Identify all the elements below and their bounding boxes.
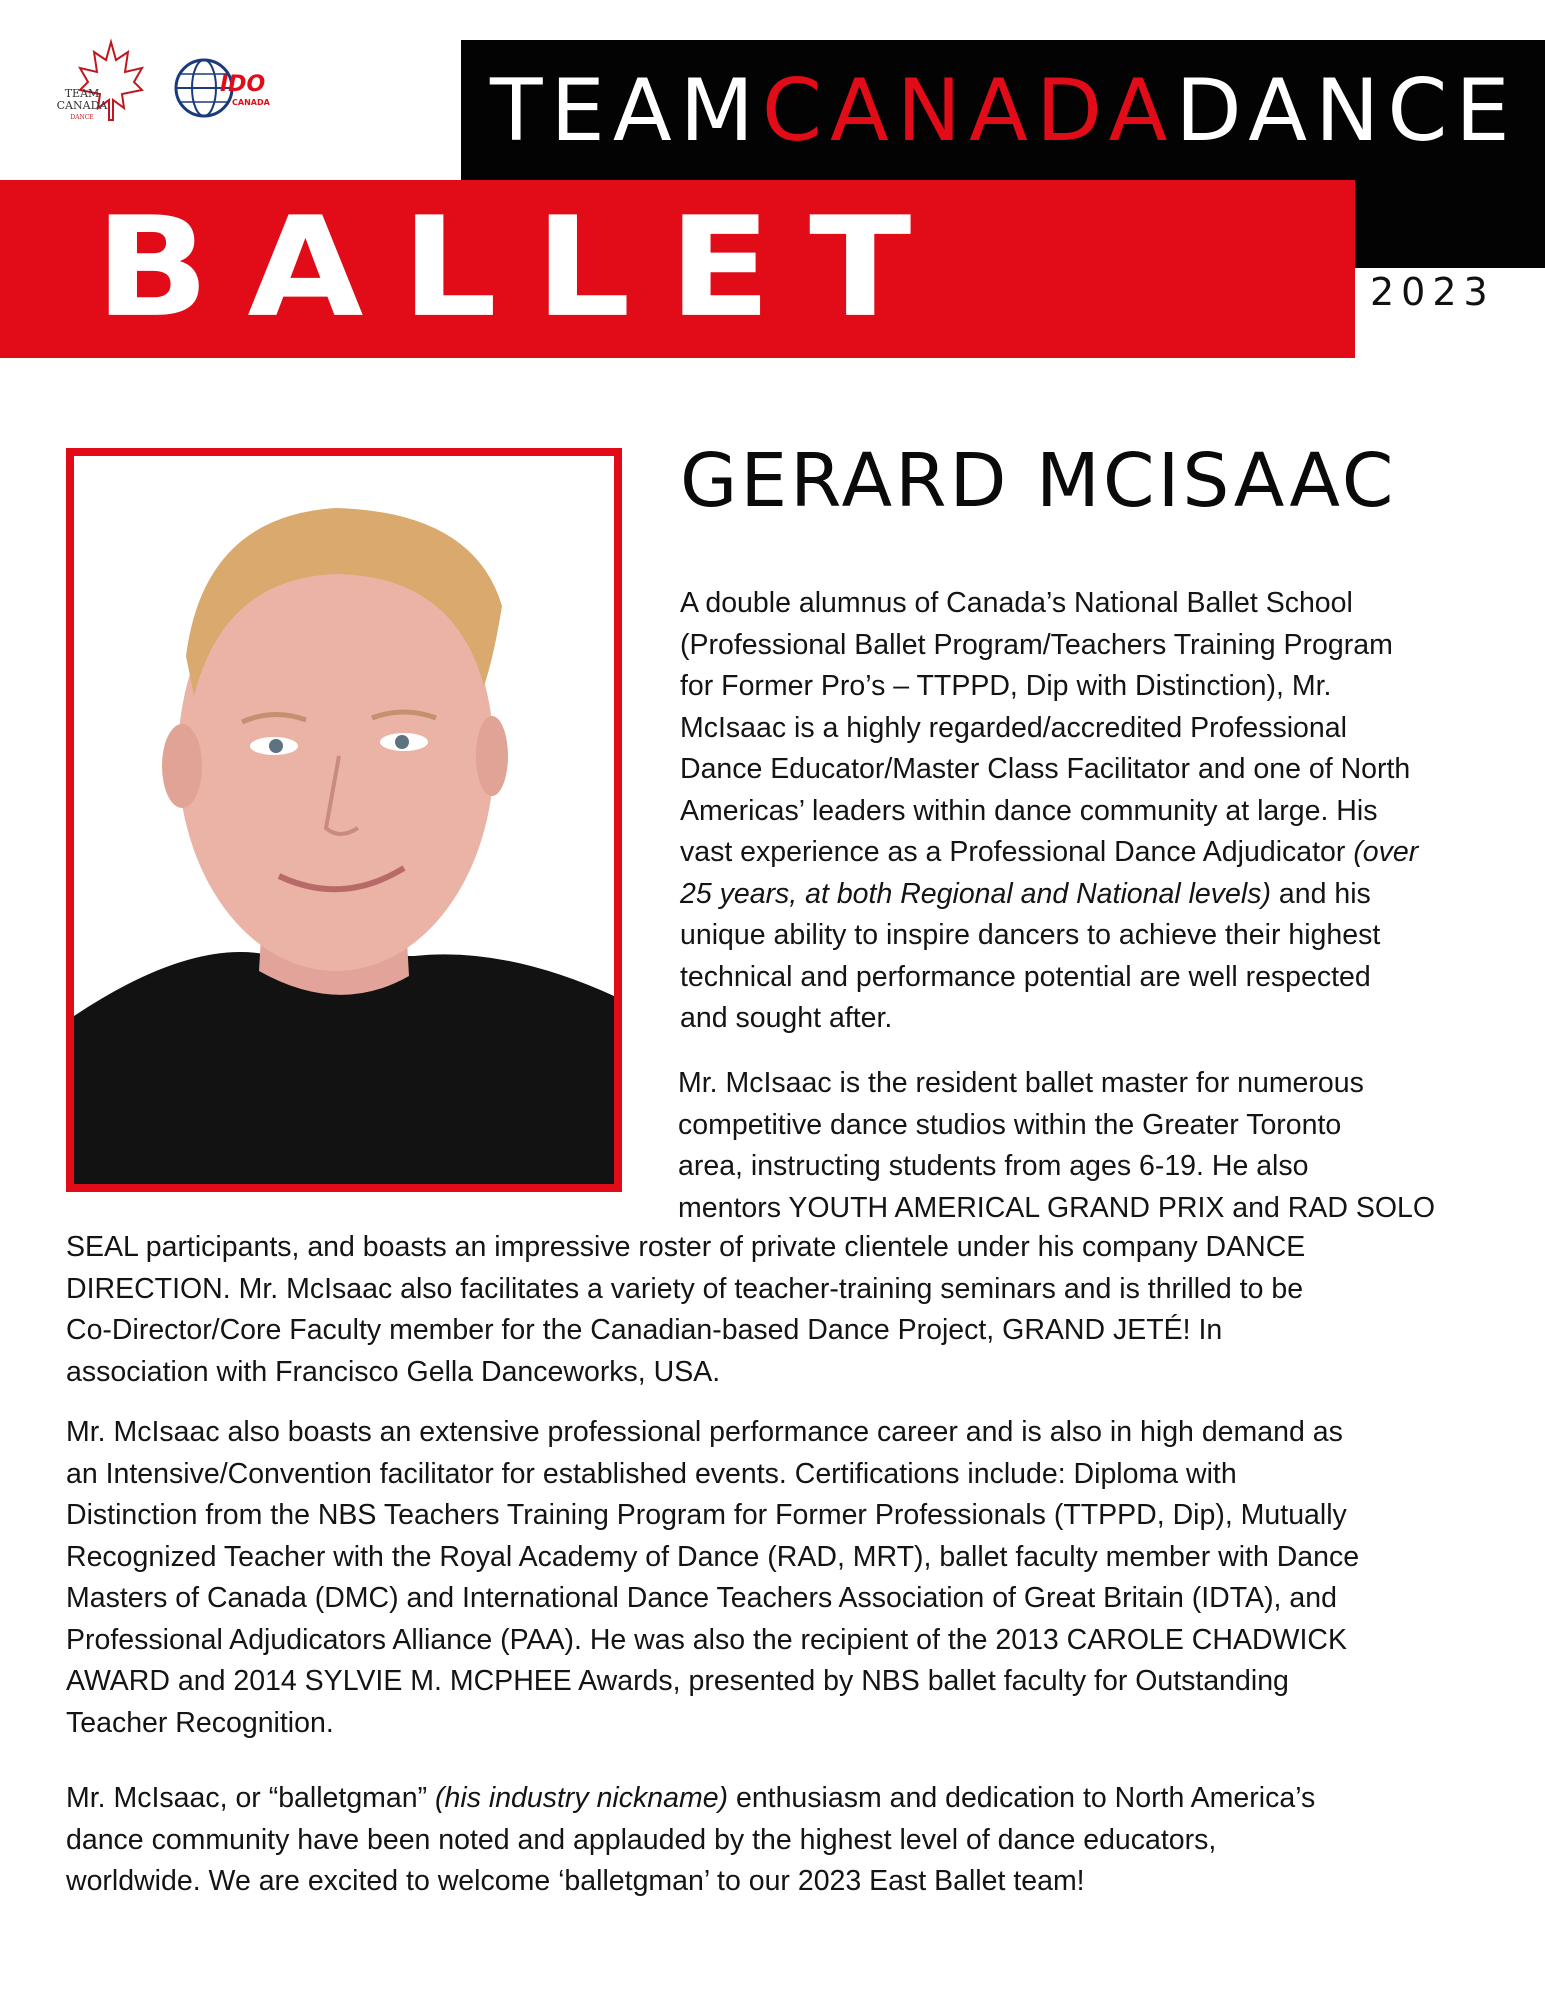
bio-line: Masters of Canada (DMC) and International Dance Teachers Association of Great Britain (IDTA), and xyxy=(66,1582,1337,1614)
logo-area xyxy=(40,38,300,128)
bio-line: unique ability to inspire dancers to achieve their highest xyxy=(680,919,1381,951)
bio-line: worldwide. We are excited to welcome ‘balletgman’ to our 2023 East Ballet team! xyxy=(66,1865,1085,1897)
title-canada: CANADA xyxy=(761,61,1176,161)
ballet-heading: BALLET xyxy=(95,187,950,349)
bio-paragraph-3 xyxy=(66,1412,1506,1744)
bio-line: Teacher Recognition. xyxy=(66,1706,334,1739)
bio-line: for Former Pro’s – TTPPD, Dip with Distinction), Mr. xyxy=(680,670,1332,702)
year-label: 2023 xyxy=(1370,270,1495,314)
person-name: GERARD MCISAAC xyxy=(680,438,1397,524)
bio-line: SEAL participants, and boasts an impressive roster of private clientele under his company DANCE xyxy=(66,1231,1306,1263)
bio-line: Professional Adjudicators Alliance (PAA). He was also the recipient of the 2013 CAROLE CHADWICK xyxy=(66,1623,1347,1656)
bio-line xyxy=(680,874,1500,916)
bio-line: an Intensive/Convention facilitator for established events. Certifications include: Diploma with xyxy=(66,1457,1237,1490)
bio-paragraph-4 xyxy=(66,1778,1506,1903)
bio-line: technical and performance potential are well respected xyxy=(680,960,1371,993)
logo-text-canada: CANADA xyxy=(56,99,108,112)
bio-line: Americas’ leaders within dance community at large. His xyxy=(680,794,1378,827)
bio-italic-text: 25 years, at both Regional and National levels) xyxy=(680,877,1271,910)
bio-text: vast experience as a Professional Dance Adjudicator xyxy=(680,836,1354,868)
title-dance: DANCE xyxy=(1175,61,1518,161)
bio-line: association with Francisco Gella Danceworks, USA. xyxy=(66,1355,721,1388)
bio-italic-text: (over xyxy=(1353,836,1419,868)
bio-line: Mr. McIsaac also boasts an extensive professional performance career and is also in high demand as xyxy=(66,1416,1343,1448)
ido-canada-logo xyxy=(172,56,282,126)
bio-line: Mr. McIsaac is the resident ballet master for numerous xyxy=(678,1067,1364,1099)
bio-line: McIsaac is a highly regarded/accredited Professional xyxy=(680,711,1347,744)
bio-line: Distinction from the NBS Teachers Training Program for Former Professionals (TTPPD, Dip), Mutually xyxy=(66,1499,1347,1531)
bio-line: A double alumnus of Canada’s National Ballet School xyxy=(680,587,1353,619)
bio-line: Dance Educator/Master Class Facilitator and one of North xyxy=(680,753,1411,785)
bio-line: DIRECTION. Mr. McIsaac also facilitates a variety of teacher-training seminars and is thrilled to be xyxy=(66,1272,1304,1305)
bio-line: dance community have been noted and applauded by the highest level of dance educators, xyxy=(66,1823,1217,1856)
bio-paragraph-1 xyxy=(680,583,1500,1040)
bio-line: area, instructing students from ages 6-19. He also xyxy=(678,1150,1309,1182)
bio-line xyxy=(680,832,1500,874)
bio-line: (Professional Ballet Program/Teachers Training Program xyxy=(680,628,1393,661)
bio-italic-text: (his industry nickname) xyxy=(435,1782,729,1814)
bio-line: competitive dance studios within the Greater Toronto xyxy=(678,1108,1342,1141)
bio-text: enthusiasm and dedication to North America’s xyxy=(728,1782,1316,1814)
bio-paragraph-2 xyxy=(678,1063,1498,1229)
title-team: TEAM xyxy=(490,61,762,161)
bio-line: Co-Director/Core Faculty member for the Canadian-based Dance Project, GRAND JETÉ! In xyxy=(66,1314,1223,1346)
bio-line xyxy=(66,1778,1506,1820)
ido-logo-subtext: CANADA xyxy=(232,98,270,107)
portrait-photo-icon xyxy=(74,456,614,1184)
team-canada-dance-title xyxy=(490,46,1530,176)
portrait-photo xyxy=(66,448,622,1192)
logo-text-dance: DANCE xyxy=(70,114,94,121)
bio-text: and his xyxy=(1270,877,1371,910)
bio-paragraph-2-continued xyxy=(66,1227,1506,1393)
bio-line: Recognized Teacher with the Royal Academy of Dance (RAD, MRT), ballet faculty member with Dance xyxy=(66,1540,1360,1573)
bio-line: and sought after. xyxy=(680,1002,893,1034)
team-canada-dance-logo xyxy=(40,38,150,128)
bio-line: AWARD and 2014 SYLVIE M. MCPHEE Awards, presented by NBS ballet faculty for Outstanding xyxy=(66,1665,1289,1697)
bio-line: mentors YOUTH AMERICAL GRAND PRIX and RAD SOLO xyxy=(678,1191,1436,1224)
logo-text-team: TEAM xyxy=(64,87,100,100)
ido-logo-text: IDO xyxy=(220,72,266,97)
bio-text: Mr. McIsaac, or “balletgman” xyxy=(66,1782,436,1814)
